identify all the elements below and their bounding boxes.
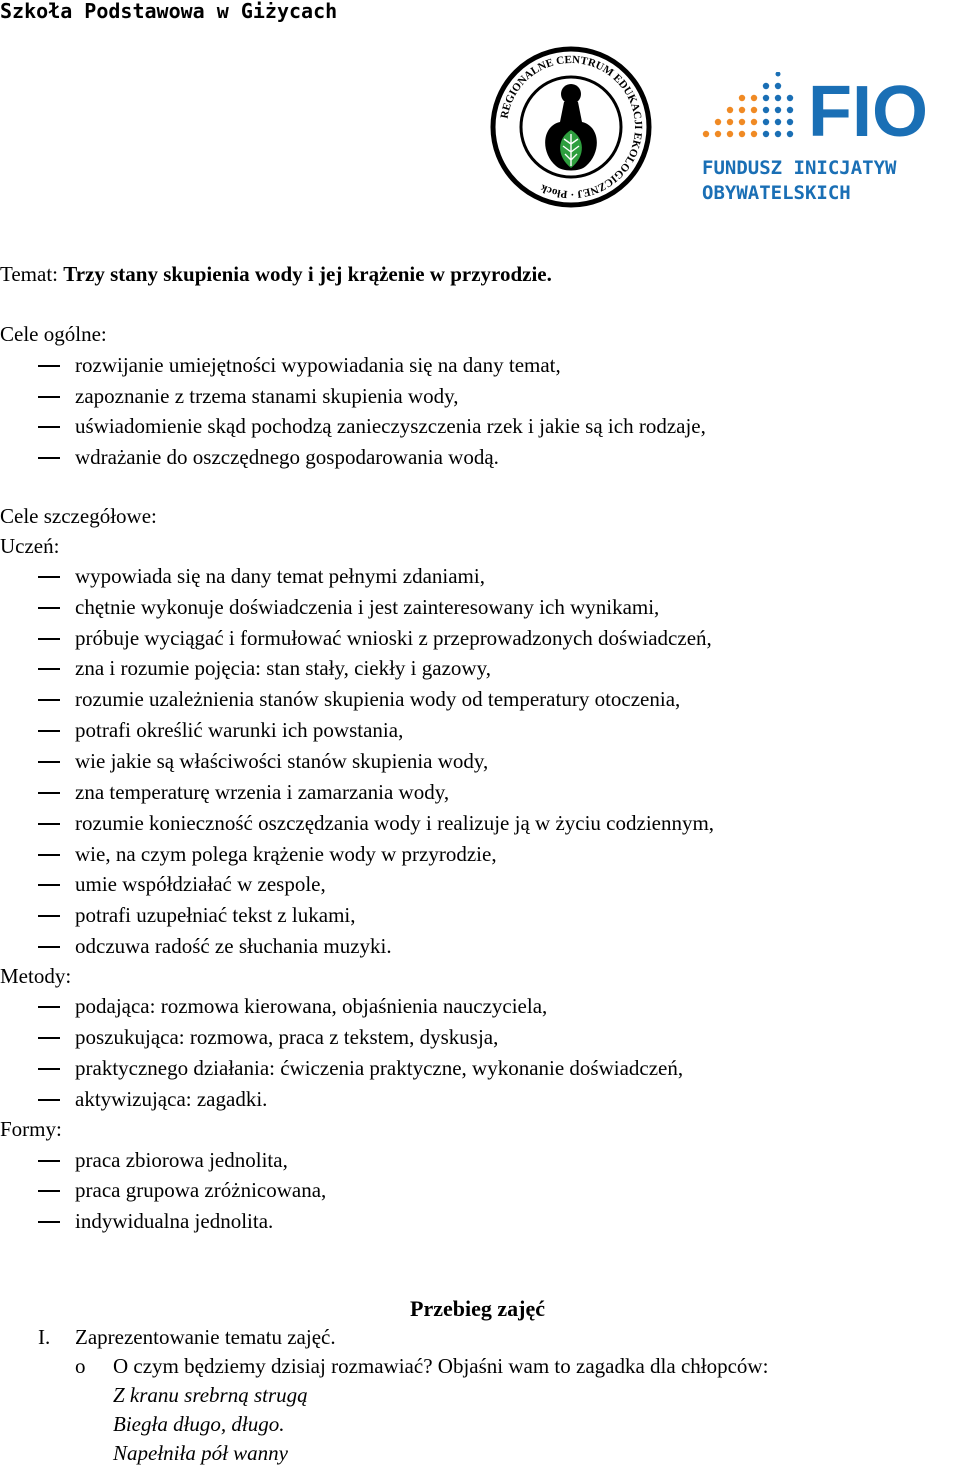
- fio-dots-icon: [703, 95, 757, 137]
- topic-line: [0, 262, 552, 286]
- bullet-marker: o: [75, 1354, 86, 1378]
- fio-line1: FUNDUSZ INICJATYW: [702, 157, 897, 179]
- student-subheading: Uczeń:: [0, 534, 60, 558]
- school-name: Szkoła Podstawowa w Giżycach: [0, 0, 338, 23]
- fio-line2: OBYWATELSKICH: [702, 182, 851, 204]
- fio-big-text: FIO: [808, 72, 928, 152]
- forms-heading: Formy:: [0, 1117, 62, 1141]
- topic-label: Temat:: [0, 262, 64, 286]
- fio-logo: [700, 72, 958, 206]
- rce-ring-text: REGIONALNE CENTRUM EDUKACJI EKOLOGICZNEJ · Płock: [498, 53, 645, 201]
- section-number: I.: [38, 1325, 51, 1349]
- rce-logo: [490, 44, 652, 210]
- riddle-line: Z kranu srebrną strugą: [113, 1383, 308, 1407]
- topic-value: Trzy stany skupienia wody i jej krążenie w przyrodzie.: [63, 262, 552, 286]
- riddle-line: Napełniła pół wanny: [113, 1441, 288, 1465]
- specific-goals-heading: Cele szczegółowe:: [0, 504, 157, 528]
- course-title: Przebieg zajęć: [410, 1296, 545, 1321]
- methods-heading: Metody:: [0, 964, 72, 988]
- riddle-line: Biegła długo, długo.: [113, 1412, 285, 1436]
- section-title: Zaprezentowanie tematu zajęć.: [75, 1325, 336, 1349]
- bullet-text: O czym będziemy dzisiaj rozmawiać? Objaśni wam to zagadka dla chłopców:: [113, 1354, 769, 1378]
- general-goals-heading: Cele ogólne:: [0, 322, 107, 346]
